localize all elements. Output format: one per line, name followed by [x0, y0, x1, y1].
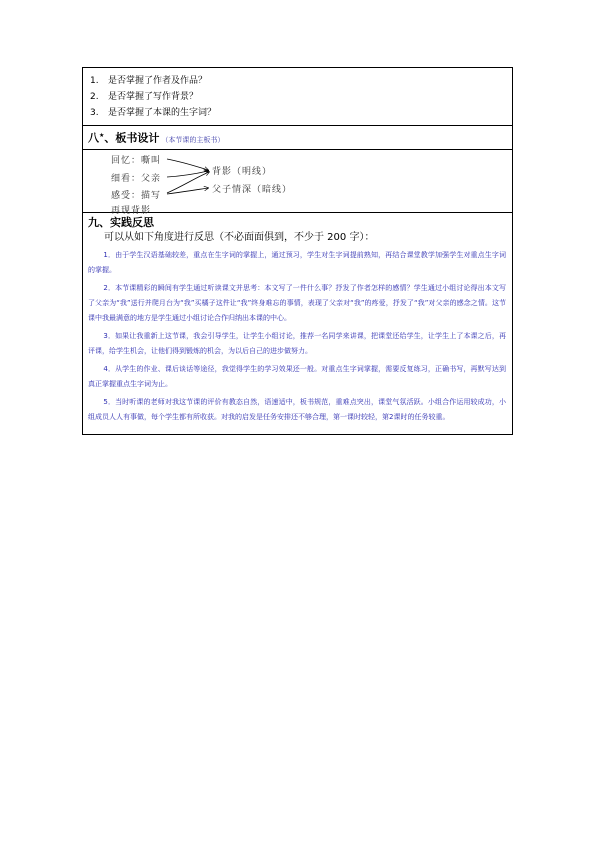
board-left-label: 细看：父亲: [111, 173, 162, 184]
board-diagram: [83, 150, 512, 216]
reflection-title: 九、实践反思: [88, 215, 154, 229]
board-design-note: （本节课的主板书）: [161, 135, 225, 144]
check-item: 2. 是否掌握了写作背景？: [90, 92, 199, 102]
board-arrows: [83, 150, 514, 212]
board-arrow: [167, 159, 208, 170]
reflection-paragraph: 4．从学生的作业、课后谈话等途径，我觉得学生的学习效果还一般。对重点生字词掌握，需要反复练习，正确书写，再默写达到真正掌握重点生字词为止。: [88, 364, 506, 388]
board-right-label: 父子情深（暗线）: [212, 184, 293, 195]
board-left-label: 感受：描写: [111, 190, 162, 201]
board-arrow: [167, 171, 208, 177]
board-left-label: 回忆：嘶叫: [111, 155, 162, 166]
reflection-intro: 可以从如下角度进行反思（不必面面俱到，不少于 200 字）：: [104, 231, 375, 243]
reflection-section: [83, 213, 512, 434]
reflection-paragraph: 5．当时听课的老师对我这节课的评价有教态自然，语速适中，板书规范，重难点突出，课堂气氛活跃。小组合作运用较成功，小组成员人人有事做，每个学生都有所收获。对我的启发是任务安排还不够合理，第一课时较轻，第2课时的任务较重。: [88, 397, 506, 421]
board-arrow: [167, 188, 208, 194]
review-checklist: [83, 68, 512, 126]
board-left-label: 再现背影: [111, 205, 152, 216]
lesson-table: [82, 67, 513, 435]
reflection-paragraph: 3．如果让我重新上这节课，我会引导学生，让学生小组讨论，推荐一名同学来讲课，把课堂还给学生，让学生上了本课之后，再评课，给学生机会，让他们得到锻炼的机会，为以后自己的进步做努力。: [88, 331, 506, 355]
check-item: 1. 是否掌握了作者及作品？: [90, 76, 208, 86]
reflection-paragraph: 2．本节课精彩的瞬间有学生通过听读课文并思考：本文写了一件什么事？抒发了作者怎样的感情？学生通过小组讨论得出本文写了父亲为“我”送行并爬月台为“我”买橘子这件让“我”终身难忘的事情，表现了父亲对“我”的疼爱，抒发了“我”对父亲的感念之情。这节课中我最满意的地方是学生通过小组讨论合作归纳出本课的中心。: [88, 283, 506, 322]
board-right-label: 背影（明线）: [212, 166, 273, 177]
check-item: 3. 是否掌握了本课的生字词？: [90, 108, 217, 118]
board-design-heading: 八★、板书设计 （本节课的主板书）: [83, 126, 512, 150]
reflection-paragraph: 1．由于学生汉语基础较差，重点在生字词的掌握上，通过预习，学生对生字词提前熟知，再结合课堂教学加强学生对重点生字词的掌握。: [88, 250, 506, 274]
